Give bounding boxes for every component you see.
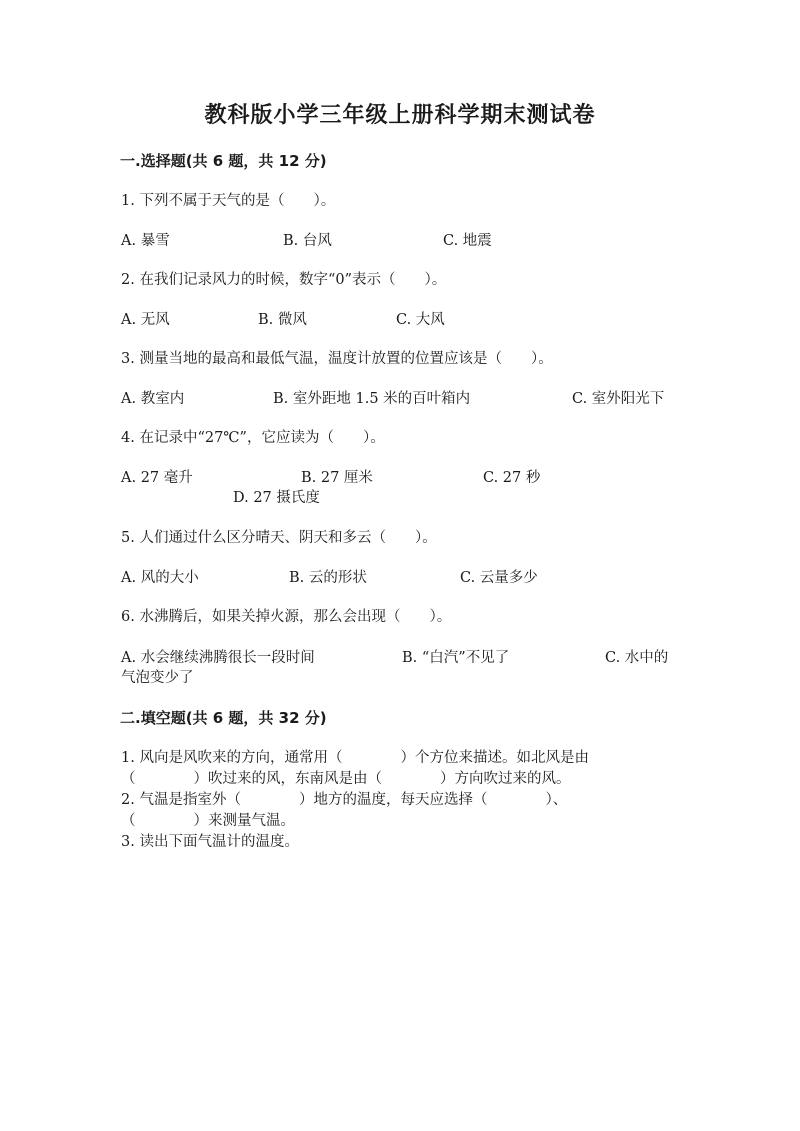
question-6-option-b: B. “白汽”不见了 [402,650,510,666]
question-1-option-b: B. 台风 [283,233,332,249]
question-1-option-a: A. 暴雪 [121,233,170,249]
question-6-option-c-continued: 气泡变少了 [121,670,194,686]
question-6-stem: 6. 水沸腾后，如果关掉火源，那么会出现（ ）。 [121,609,452,625]
question-5-stem: 5. 人们通过什么区分晴天、阴天和多云（ ）。 [121,530,437,546]
question-2-option-b: B. 微风 [258,312,307,328]
question-2-stem: 2. 在我们记录风力的时候，数字“0”表示（ ）。 [121,272,447,288]
question-3-option-a: A. 教室内 [121,391,185,407]
exam-title: 教科版小学三年级上册科学期末测试卷 [204,103,596,128]
question-4-option-d: D. 27 摄氏度 [233,490,320,506]
question-1-option-c: C. 地震 [443,233,492,249]
question-3-stem: 3. 测量当地的最高和最低气温，温度计放置的位置应该是（ ）。 [121,351,553,367]
question-3-option-b: B. 室外距地 1.5 米的百叶箱内 [273,391,471,407]
question-1-stem: 1. 下列不属于天气的是（ ）。 [121,193,336,209]
question-5-option-b: B. 云的形状 [289,570,367,586]
question-5-option-c: C. 云量多少 [460,570,538,586]
section-heading-choice: 一.选择题(共 6 题，共 12 分) [120,152,327,170]
question-4-option-c: C. 27 秒 [483,470,541,486]
question-4-stem: 4. 在记录中“27℃”，它应读为（ ）。 [121,430,385,446]
question-2-option-a: A. 无风 [121,312,170,328]
question-4-option-b: B. 27 厘米 [301,470,373,486]
question-3-option-c: C. 室外阳光下 [572,391,665,407]
question-2-option-c: C. 大风 [396,312,445,328]
fill-line-4: （ ）来测量气温。 [121,813,295,829]
fill-line-5: 3. 读出下面气温计的温度。 [121,834,299,850]
question-6-option-c: C. 水中的 [605,650,669,666]
section-heading-fill-blank: 二.填空题(共 6 题，共 32 分) [120,709,327,727]
question-6-option-a: A. 水会继续沸腾很长一段时间 [121,650,315,666]
fill-line-3: 2. 气温是指室外（ ）地方的温度，每天应选择（ ）、 [121,792,568,808]
fill-line-2: （ ）吹过来的风，东南风是由（ ）方向吹过来的风。 [121,771,571,787]
question-4-option-a: A. 27 毫升 [121,470,193,486]
question-5-option-a: A. 风的大小 [121,570,199,586]
fill-line-1: 1. 风向是风吹来的方向，通常用（ ）个方位来描述。如北风是由 [121,750,589,766]
